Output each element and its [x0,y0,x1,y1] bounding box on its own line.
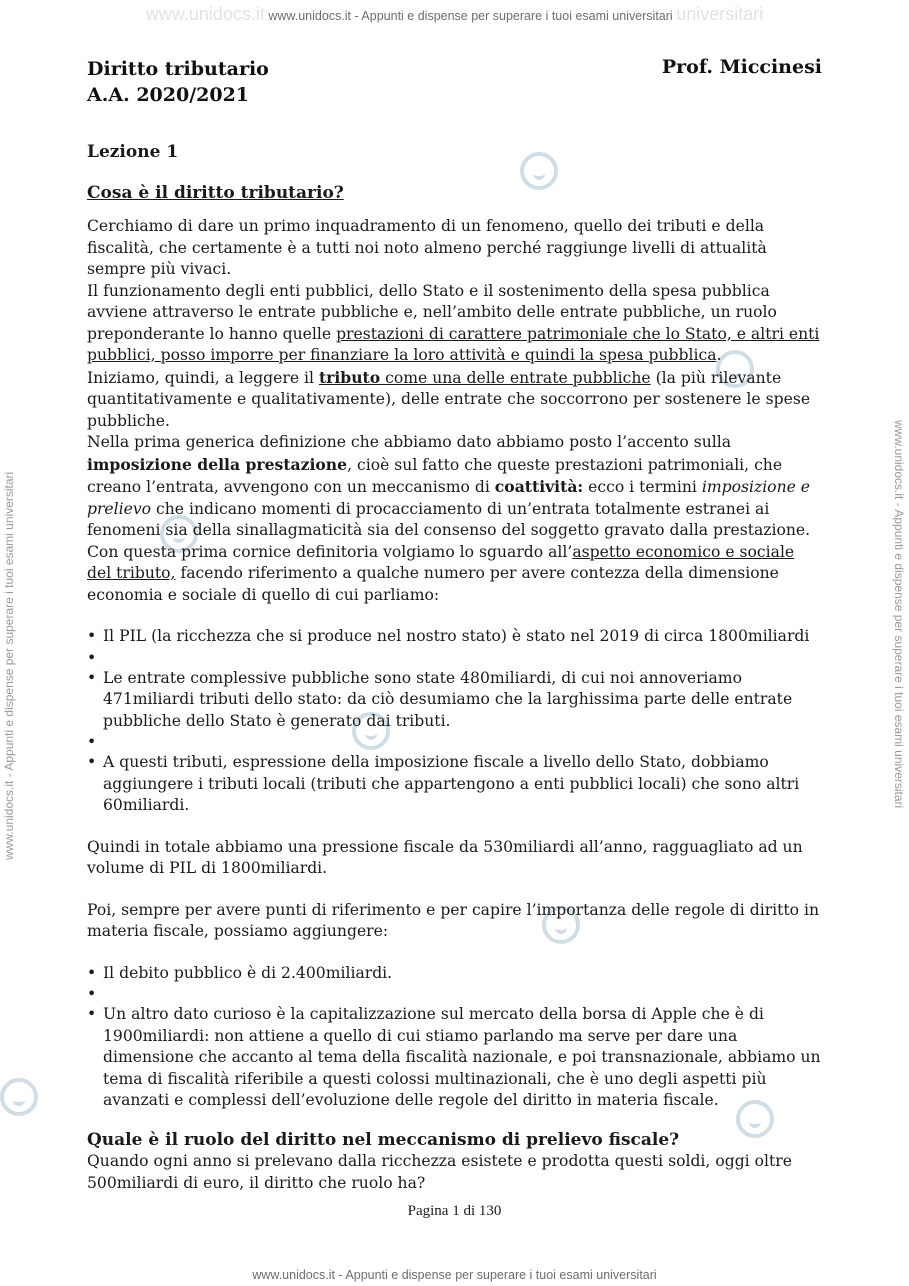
text-run: Con questa prima cornice definitoria volgiamo lo sguardo all’ [87,542,573,561]
text-run: , cioè sul fatto che queste prestazioni patrimoniali, che creano l’entrata, avvengono con un meccanismo di [87,455,783,496]
spacer [87,648,822,668]
underlined-text: prestazioni di carattere patrimoniale che lo Stato, e altri enti pubblici, posso imporre per finanziare la loro attività e quindi la spesa pubblica [87,324,820,364]
text-run: (la più rilevante quantitativamente e qualitativamente), delle entrate che soccorrono per sostenere le spese pubbliche. [87,368,811,430]
text-run: Iniziamo, quindi, a leggere il [87,368,319,387]
watermark-banner-top: www.unidocs.it - Appunti e dispense per superare i tuoi esami universitari [268,9,673,23]
bullet-list [87,963,822,1112]
spacer [87,817,822,837]
document-body [87,142,822,1194]
text-run: Nella prima generica definizione che abbiamo dato abbiamo posto l’accento sulla [87,433,732,451]
list-item: • A questi tributi, espressione della imposizione fiscale a livello dello Stato, dobbiamo aggiungere i tributi locali (tributi che appartengono a enti pubblici locali) che sono altri 60miliardi. [87,752,822,817]
text-run: . [716,346,722,364]
watermark-right [892,420,906,808]
professor-name: Prof. Miccinesi [661,56,822,78]
spacer [87,984,822,1004]
paragraph: Quando ogni anno si prelevano dalla ricchezza esistete e prodotta questi soldi, oggi oltre 500miliardi di euro, il diritto che ruolo ha? [87,1152,792,1192]
section-heading: Cosa è il diritto tributario? [87,182,344,203]
bold-term: coattività: [494,477,584,496]
list-item: • Il debito pubblico è di 2.400miliardi. [87,963,822,985]
watermark-top [0,4,909,25]
paragraph [87,367,822,433]
paragraph [87,281,822,367]
bullet-list [87,626,822,817]
paragraph [87,432,822,542]
page-number: Pagina 1 di 130 [407,1203,502,1219]
watermark-ghost-right: universitari [676,4,764,24]
spacer [87,880,822,900]
list-item: • Un altro dato curioso è la capitalizzazione sul mercato della borsa di Apple che è di 1900miliardi: non attiene a quello di cui stiamo parlando ma serve per dare una dimensione che accanto al tema della fiscalità nazionale, e poi transnazionale, abbiamo un tema di fiscalità riferibile a questi colossi multinazionali, che è uno degli aspetti più avanzati e complessi dell’evoluzione delle regole del diritto in materia fiscale. [87,1004,822,1112]
watermark-right-text: www.unidocs.it - Appunti e dispense per superare i tuoi esami universitari [892,420,906,809]
watermark-bottom [0,1268,909,1282]
watermark-logo-icon [0,1078,38,1116]
paragraph: Quindi in totale abbiamo una pressione fiscale da 530miliardi all’anno, ragguagliato ad un volume di PIL di 1800miliardi. [87,837,803,877]
list-item: • Le entrate complessive pubbliche sono state 480miliardi, di cui noi annoveriamo 471miliardi tributi dello stato: da ciò desumiamo che la larghissima parte delle entrate pubbliche dello Stato è generato dai tributi. [87,668,822,733]
underlined-text: aspetto economico e sociale del tributo, [87,542,795,582]
paragraph: Cerchiamo di dare un primo inquadramento di un fenomeno, quello dei tributi e della fiscalità, che certamente è a tutti noi noto almeno perché raggiunge livelli di attualità sempre più vivaci. [87,217,767,278]
watermark-left [2,472,16,860]
lesson-title: Lezione 1 [87,142,179,162]
watermark-left-text: www.unidocs.it - Appunti e dispense per superare i tuoi esami universitari [2,471,16,860]
spacer [87,606,822,626]
bold-term: tributo [318,367,381,387]
course-title: Diritto tributario [87,58,269,80]
bold-term: imposizione della prestazione [87,454,348,474]
text-run: Il funzionamento degli enti pubblici, dello Stato e il sostenimento della spesa pubblica avviene attraverso le entrate pubbliche e, nell’ambito delle entrate pubbliche, un ruolo preponderante lo hanno quelle [87,281,777,343]
spacer [87,943,822,963]
watermark-banner-bottom: www.unidocs.it - Appunti e dispense per superare i tuoi esami universitari [252,1268,657,1282]
watermark-ghost-left: www.unidocs.it [145,4,265,24]
text-run: che indicano momenti di procacciamento di un’entrata totalmente estranei ai fenomeni sia della sinallagmaticità sia del consenso del soggetto gravato dalla prestazione. [87,499,811,539]
academic-year: A.A. 2020/2021 [87,84,250,106]
underlined-text: come una delle entrate pubbliche [380,368,651,387]
text-run: facendo riferimento a qualche numero per avere contezza della dimensione economia e sociale di quello di cui parliamo: [87,564,779,604]
paragraph: Poi, sempre per avere punti di riferimento e per capire l’importanza delle regole di diritto in materia fiscale, possiamo aggiungere: [87,900,820,940]
text-run: ecco i termini [583,478,702,496]
spacer [87,732,822,752]
italic-term: imposizione e prelievo [87,478,811,518]
header-left [87,56,269,108]
list-item: • Il PIL (la ricchezza che si produce nel nostro stato) è stato nel 2019 di circa 1800miliardi [87,626,822,648]
section-heading: Quale è il ruolo del diritto nel meccanismo di prelievo fiscale? [87,1129,680,1150]
paragraph [87,542,822,607]
